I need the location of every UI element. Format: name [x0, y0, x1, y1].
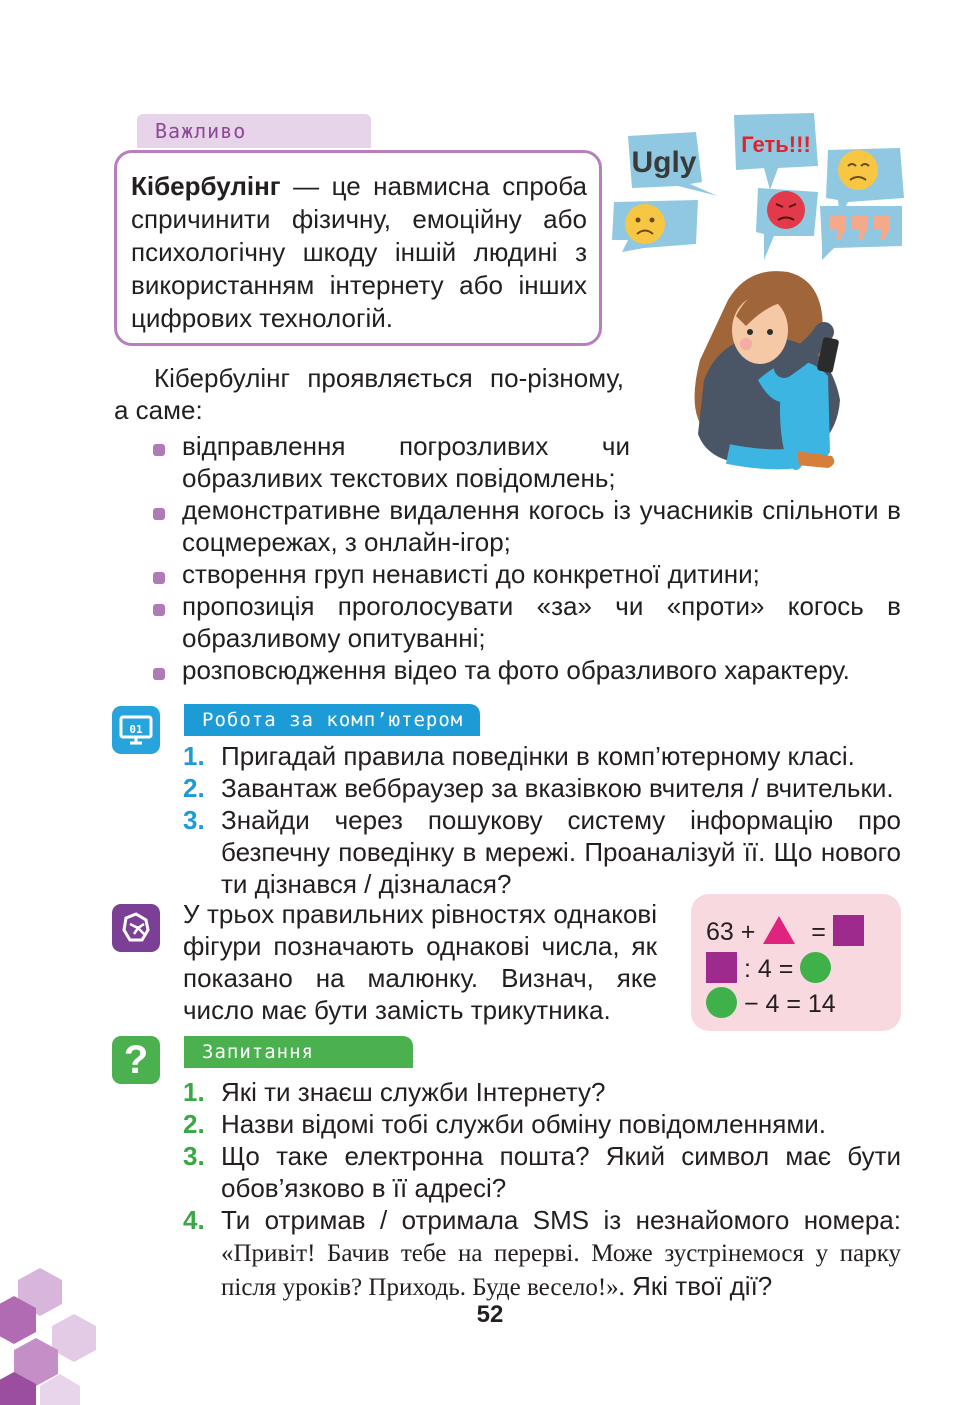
angry-face-icon [767, 191, 805, 229]
triangle-icon [762, 915, 796, 945]
thumbs-down-icon [830, 216, 890, 240]
circle-icon [706, 987, 737, 1018]
list-item [183, 772, 901, 804]
item-number: 2. [183, 773, 205, 803]
list-item [183, 1140, 901, 1204]
intro-text: Кібербулінг проявляється по-різному, а саме: [114, 363, 624, 425]
item-number: 3. [183, 805, 205, 835]
questions-list [183, 1076, 901, 1304]
item-number: 3. [183, 1141, 205, 1171]
important-tab: Важливо [137, 114, 371, 148]
bullet-item: демонстративне видалення когось із учасників спільноти в соцмережах, з онлайн-ігор; [153, 494, 901, 558]
item-text: Ти отримав / отримала SMS із незнайомого номера: [221, 1205, 901, 1235]
item-text: Які ти знаєш служби Інтернету? [221, 1077, 606, 1107]
get-bubble [734, 113, 818, 190]
item-tail: Які твої дії? [624, 1271, 773, 1301]
computer-work-list [183, 740, 901, 900]
intro-paragraph [114, 362, 624, 426]
sms-quote: «Привіт! Бачив тебе на перерві. Може зустрінемося у парку після уроків? Приходь. Буде весело!». [221, 1240, 901, 1301]
bullet-item: пропозиція проголосувати «за» чи «проти» когось в образливому опитуванні; [153, 590, 901, 654]
equation-2 [706, 952, 831, 984]
decorative-hexagons [0, 1262, 100, 1405]
list-item [183, 1108, 901, 1140]
item-number: 4. [183, 1205, 205, 1235]
eq1-mid: = [811, 918, 826, 946]
list-item [183, 740, 901, 772]
square-icon [833, 915, 864, 946]
bullet-item: відправлення погрозливих чи образливих текстових повідомлень; [153, 430, 630, 494]
equation-1 [706, 915, 864, 947]
svg-text:01: 01 [129, 723, 143, 736]
item-text: Що таке електронна пошта? Який символ має бути обов’язково в її адресі? [221, 1141, 901, 1203]
item-number: 2. [183, 1109, 205, 1139]
get-text: Геть!!! [741, 132, 811, 157]
puzzle-text: У трьох правильних рівностях однакові фігури позначають однакові числа, як показано на малюнку. Визнач, яке число має бути замість трикутника. [183, 899, 657, 1025]
circle-icon [800, 952, 831, 983]
item-number: 1. [183, 1077, 205, 1107]
cyberbullying-illustration [608, 110, 908, 485]
brain-puzzle-icon [112, 904, 160, 952]
item-text: Знайди через пошукову систему інформацію про безпечну поведінку в мережі. Проаналізуй її. Що нового ти дізнався / дізналася? [221, 805, 901, 899]
eq3-text: − 4 = 14 [743, 990, 836, 1018]
bullet-item: створення груп ненависті до конкретної дитини; [153, 558, 901, 590]
sad-face-icon [625, 204, 665, 244]
computer-work-tab: Робота за комп’ютером [184, 704, 480, 736]
definition-text: — це навмисна спроба спричинити фізичну, емоційну або психологічну шкоду іншій людині з використанням інтернету або інших цифрових технологій. [131, 171, 587, 333]
list-item [183, 804, 901, 900]
definition-term: Кібербулінг [131, 171, 281, 201]
equation-3 [706, 987, 836, 1019]
list-item [183, 1076, 901, 1108]
item-number: 1. [183, 741, 205, 771]
item-text: Пригадай правила поведінки в комп’ютерному класі. [221, 741, 855, 771]
item-text: Назви відомі тобі служби обміну повідомленнями. [221, 1109, 826, 1139]
ugly-bubble [628, 132, 718, 196]
ugly-text: Ugly [631, 146, 697, 179]
tired-face-icon [838, 150, 878, 190]
page-number: 52 [476, 1301, 504, 1328]
question-icon: ? [112, 1036, 160, 1084]
item-text: Завантаж веббраузер за вказівкою вчителя / вчительки. [221, 773, 894, 803]
eq2-text: : 4 = [743, 955, 794, 983]
definition-box [114, 150, 602, 346]
bullet-item: розповсюдження відео та фото образливого характеру. [153, 654, 901, 686]
computer-icon [112, 706, 160, 754]
bullet-list [153, 430, 901, 686]
list-item [183, 1204, 901, 1304]
square-icon [706, 952, 737, 983]
questions-tab: Запитання [184, 1036, 413, 1068]
eq1-left: 63 + [706, 918, 756, 946]
